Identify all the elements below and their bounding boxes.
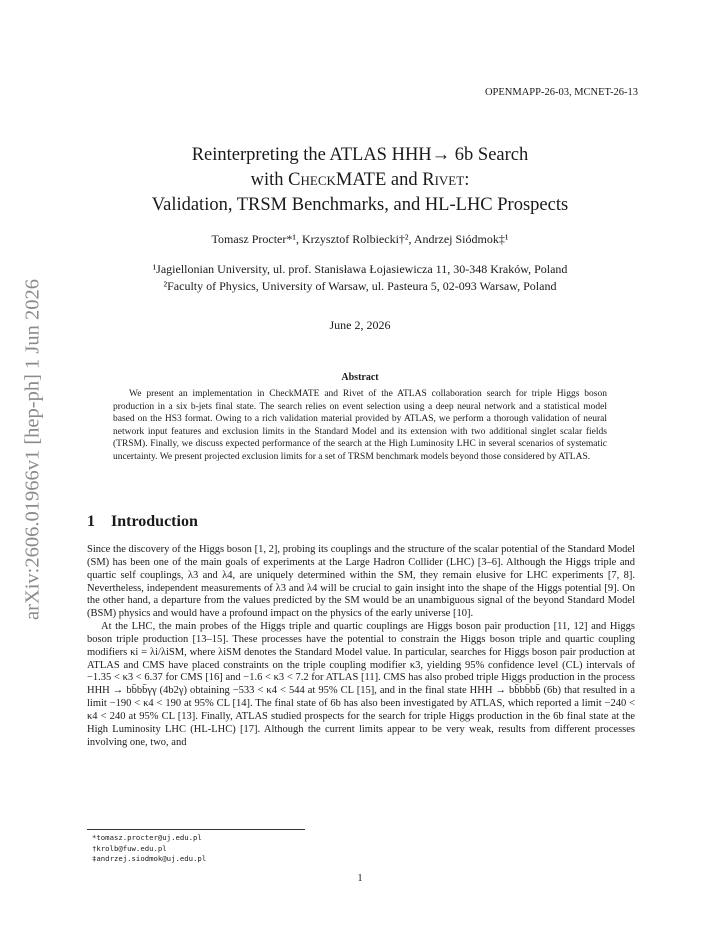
- date: June 2, 2026: [329, 318, 391, 332]
- paragraph: Since the discovery of the Higgs boson [1, 2], probing its couplings and the structure of the scalar potential of the Standard Model (SM) has been one of the main goals of experiments at the Large Hadron Collider (LHC) [3–6]. Although the Higgs triple and quartic self couplings, λ3 and λ4, are uniquely determined within the SM, they remain elusive for LHC experiments [7, 8]. Nevertheless, independent measurements of λ3 and λ4 will be crucial to gain insight into the shape of the Higgs potential [9]. On the other hand, a departure from the values predicted by the SM would be an unambiguous signal of the beyond Standard Model (BSM) physics and would have a profound impact on the physics of the early universe [10].: [87, 544, 635, 620]
- title-with: with: [250, 170, 289, 190]
- abstract-heading: Abstract: [341, 372, 379, 383]
- footnote-rule: [87, 829, 305, 830]
- affiliation-2: ²Faculty of Physics, University of Warsaw, ul. Pasteura 5, 02-093 Warsaw, Poland: [163, 279, 557, 293]
- title-and: and: [386, 170, 423, 190]
- title-line-2: [80, 168, 640, 192]
- footnotes: [92, 833, 206, 865]
- title-colon: :: [464, 170, 470, 190]
- title-checkmate: CheckMATE: [288, 170, 387, 190]
- title-line-3: Validation, TRSM Benchmarks, and HL-LHC Prospects: [151, 195, 569, 215]
- paragraph: At the LHC, the main probes of the Higgs triple and quartic couplings are Higgs boson pair production [11, 12] and Higgs boson triple production [13–15]. These processes have the potential to constrain the Higgs boson triple and quartic coupling modifiers κi = λi/λiSM, where λiSM denotes the Standard Model value. In particular, searches for Higgs boson pair production at ATLAS and CMS have placed constraints on the triple coupling modifier κ3, yielding 95% confidence level (CL) intervals of −1.35 < κ3 < 6.37 for CMS [16] and −1.6 < κ3 < 7.2 for ATLAS [11]. CMS has also probed triple Higgs production in the process HHH → bb̄bb̄γγ (4b2γ) obtaining −533 < κ4 < 544 at 95% CL [15], and in the final state HHH → bb̄bb̄bb̄ (6b) that resulted in a limit −190 < κ4 < 190 at 95% CL [14]. The final state of 6b has also been investigated by ATLAS, which reported a limit −240 < κ4 < 240 at 95% CL [13]. Finally, ATLAS studied prospects for the search for triple Higgs production in the 6b final state at the High Luminosity LHC (HL-LHC) [17]. Although the current limits appear to be very weak, results from different processes involving one, two, and: [87, 621, 635, 748]
- introduction-body: [87, 544, 635, 750]
- title-line-1: Reinterpreting the ATLAS HHH→ 6b Search: [191, 145, 529, 165]
- page-number: 1: [357, 873, 363, 884]
- footnote-email: ‡andrzej.siodmok@uj.edu.pl: [92, 854, 207, 864]
- arxiv-identifier: arXiv:2606.01966v1 [hep-ph] 1 Jun 2026: [21, 278, 44, 621]
- report-number: OPENMAPP-26-03, MCNET-26-13: [484, 87, 638, 98]
- section-heading: [87, 513, 198, 531]
- affiliation-1: ¹Jagiellonian University, ul. prof. Stanisława Łojasiewicza 11, 30-348 Kraków, Poland: [152, 262, 568, 276]
- footnote-email: *tomasz.procter@uj.edu.pl: [92, 833, 202, 842]
- title-rivet: Rivet: [422, 170, 465, 190]
- author-list: Tomasz Procter*¹, Krzysztof Rolbiecki†², Andrzej Siódmok‡¹: [211, 232, 509, 246]
- section-title: Introduction: [111, 513, 198, 530]
- abstract-text: We present an implementation in CheckMATE and Rivet of the ATLAS collaboration search for triple Higgs boson production in a six b-jets final state. The search relies on event selection using a deep neural network and a statistical model based on the HS3 format. Owing to a rich validation material provided by ATLAS, we perform a thorough validation of neural network input features and exclusion limits in the Standard Model and its extension with two additional singlet scalar fields (TRSM). Finally, we discuss expected performance of the search at the High Luminosity LHC in several scenarios of systematic uncertainty. We present projected exclusion limits for a set of TRSM benchmark models beyond those considered by ATLAS.: [113, 389, 607, 462]
- footnote-email: †krolb@fuw.edu.pl: [92, 843, 167, 853]
- section-number: 1: [87, 513, 95, 530]
